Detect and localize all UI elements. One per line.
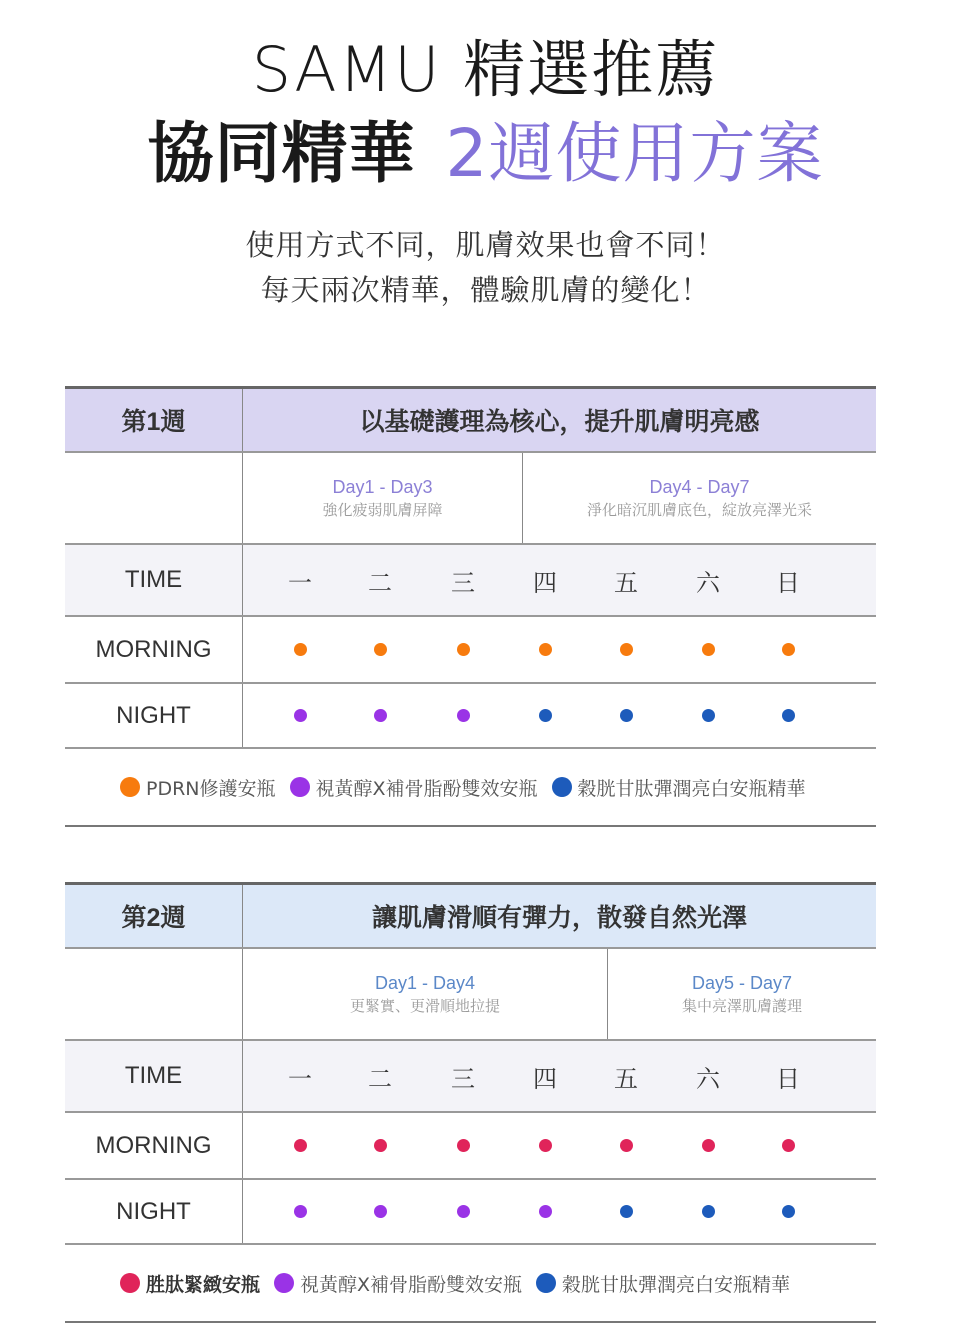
day-name <box>515 545 575 615</box>
week-label: 第2週 <box>65 885 243 947</box>
day-names <box>243 545 876 615</box>
night-cell <box>350 1180 410 1243</box>
week-header <box>65 386 876 453</box>
legend-dot-icon <box>120 1273 140 1293</box>
crimson-dot-icon <box>620 1139 633 1152</box>
legend-label: 胜肽緊緻安瓶 <box>146 1273 261 1296</box>
violet-dot-icon <box>374 1205 387 1218</box>
day-name-label: 日 <box>776 1064 800 1093</box>
day-names <box>243 1041 876 1111</box>
phase-1 <box>243 453 522 543</box>
night-dots <box>243 684 876 747</box>
tagline-line-2: 每天兩次精華，體驗肌膚的變化！ <box>260 273 711 307</box>
day-name-label: 五 <box>614 568 638 597</box>
legend-item <box>274 1270 522 1297</box>
day-name-label: 一 <box>288 1064 312 1093</box>
legend <box>65 1245 876 1323</box>
week-1-schedule <box>65 386 876 827</box>
night-cell <box>678 684 738 747</box>
night-cell <box>596 1180 656 1243</box>
day-name-label: 六 <box>696 1064 720 1093</box>
night-cell <box>758 1180 818 1243</box>
time-label: TIME <box>65 1041 243 1111</box>
day-name <box>433 1041 493 1111</box>
tagline-line-1: 使用方式不同，肌膚效果也會不同！ <box>245 228 726 262</box>
phase-row <box>65 949 876 1041</box>
legend-item <box>120 774 276 801</box>
blue-dot-icon <box>620 709 633 722</box>
crimson-dot-icon <box>457 1139 470 1152</box>
morning-cell <box>433 617 493 682</box>
morning-cell <box>515 617 575 682</box>
blue-dot-icon <box>782 1205 795 1218</box>
night-cell <box>433 684 493 747</box>
night-cell <box>515 684 575 747</box>
night-cell <box>678 1180 738 1243</box>
page-subtitle-heading <box>0 112 971 196</box>
orange-dot-icon <box>620 643 633 656</box>
phase-2 <box>607 949 876 1039</box>
night-label: NIGHT <box>65 684 243 747</box>
morning-cell <box>758 1113 818 1178</box>
legend <box>65 749 876 827</box>
night-dots <box>243 1180 876 1243</box>
day-name-label: 五 <box>614 1064 638 1093</box>
crimson-dot-icon <box>782 1139 795 1152</box>
morning-cell <box>596 1113 656 1178</box>
morning-dots <box>243 617 876 682</box>
day-name-label: 四 <box>533 568 557 597</box>
night-cell <box>433 1180 493 1243</box>
day-name <box>678 1041 738 1111</box>
day-name <box>350 545 410 615</box>
legend-label: 穀胱甘肽彈潤亮白安瓶精華 <box>562 1273 791 1296</box>
night-cell <box>270 684 330 747</box>
week-theme: 以基礎護理為核心，提升肌膚明亮感 <box>359 407 760 436</box>
day-name <box>270 545 330 615</box>
heading-accent: 2週使用方案 <box>445 115 824 192</box>
legend-item <box>120 1270 260 1297</box>
phase-row-label-empty <box>65 949 243 1039</box>
day-name <box>515 1041 575 1111</box>
legend-dot-icon <box>120 777 140 797</box>
morning-cell <box>758 617 818 682</box>
blue-dot-icon <box>702 709 715 722</box>
time-row <box>65 1041 876 1113</box>
day-name <box>678 545 738 615</box>
day-name-label: 日 <box>776 568 800 597</box>
phase-days: Day4 - Day7 <box>649 477 750 497</box>
crimson-dot-icon <box>374 1139 387 1152</box>
phase-days: Day1 - Day4 <box>374 973 476 993</box>
violet-dot-icon <box>374 709 387 722</box>
legend-dot-icon <box>536 1273 556 1293</box>
night-row <box>65 684 876 749</box>
time-row <box>65 545 876 617</box>
morning-dots <box>243 1113 876 1178</box>
phase-2 <box>522 453 876 543</box>
morning-cell <box>596 617 656 682</box>
legend-item <box>536 1270 790 1297</box>
week-header <box>65 882 876 949</box>
day-name <box>758 545 818 615</box>
violet-dot-icon <box>294 709 307 722</box>
day-name <box>270 1041 330 1111</box>
day-name-label: 二 <box>368 1064 392 1093</box>
legend-dot-icon <box>290 777 310 797</box>
legend-item <box>290 774 538 801</box>
phase-row-label-empty <box>65 453 243 543</box>
night-cell <box>350 684 410 747</box>
violet-dot-icon <box>539 1205 552 1218</box>
week-2-schedule <box>65 882 876 1323</box>
orange-dot-icon <box>457 643 470 656</box>
day-name <box>596 545 656 615</box>
morning-cell <box>433 1113 493 1178</box>
day-name-label: 三 <box>451 568 475 597</box>
day-name <box>596 1041 656 1111</box>
orange-dot-icon <box>294 643 307 656</box>
morning-cell <box>678 617 738 682</box>
phase-days: Day5 - Day7 <box>691 973 793 993</box>
time-label: TIME <box>65 545 243 615</box>
night-cell <box>758 684 818 747</box>
blue-dot-icon <box>782 709 795 722</box>
morning-label: MORNING <box>65 1113 243 1178</box>
phase-desc: 強化疲弱肌膚屏障 <box>322 501 443 519</box>
blue-dot-icon <box>539 709 552 722</box>
day-name-label: 四 <box>533 1064 557 1093</box>
legend-label: 穀胱甘肽彈潤亮白安瓶精華 <box>577 777 806 800</box>
blue-dot-icon <box>702 1205 715 1218</box>
night-cell <box>515 1180 575 1243</box>
night-cell <box>596 684 656 747</box>
night-label: NIGHT <box>65 1180 243 1243</box>
phase-desc: 集中亮澤肌膚護理 <box>681 997 802 1015</box>
legend-dot-icon <box>552 777 572 797</box>
day-name-label: 二 <box>368 568 392 597</box>
crimson-dot-icon <box>294 1139 307 1152</box>
morning-cell <box>678 1113 738 1178</box>
violet-dot-icon <box>457 1205 470 1218</box>
violet-dot-icon <box>457 709 470 722</box>
phase-row <box>65 453 876 545</box>
week-theme: 讓肌膚滑順有彈力，散發自然光澤 <box>371 903 747 932</box>
morning-cell <box>270 617 330 682</box>
crimson-dot-icon <box>702 1139 715 1152</box>
week-label: 第1週 <box>65 389 243 451</box>
legend-dot-icon <box>274 1273 294 1293</box>
morning-cell <box>350 1113 410 1178</box>
morning-cell <box>270 1113 330 1178</box>
legend-label: 視黃醇X補骨脂酚雙效安瓶 <box>315 777 538 800</box>
phase-cells <box>243 949 876 1039</box>
morning-cell <box>515 1113 575 1178</box>
phase-cells <box>243 453 876 543</box>
orange-dot-icon <box>374 643 387 656</box>
day-name-label: 六 <box>696 568 720 597</box>
orange-dot-icon <box>539 643 552 656</box>
night-row <box>65 1180 876 1245</box>
blue-dot-icon <box>620 1205 633 1218</box>
legend-label: PDRN修護安瓶 <box>146 777 276 800</box>
page-title: SAMU 精選推薦 <box>251 33 720 106</box>
phase-desc: 淨化暗沉肌膚底色，綻放亮澤光采 <box>586 501 812 519</box>
day-name <box>758 1041 818 1111</box>
orange-dot-icon <box>782 643 795 656</box>
phase-1 <box>243 949 607 1039</box>
morning-label: MORNING <box>65 617 243 682</box>
morning-cell <box>350 617 410 682</box>
legend-label: 視黃醇X補骨脂酚雙效安瓶 <box>300 1273 523 1296</box>
violet-dot-icon <box>294 1205 307 1218</box>
day-name <box>350 1041 410 1111</box>
phase-days: Day1 - Day3 <box>332 477 433 497</box>
heading-main: 協同精華 <box>147 115 416 192</box>
morning-row <box>65 617 876 684</box>
night-cell <box>270 1180 330 1243</box>
day-name-label: 三 <box>451 1064 475 1093</box>
crimson-dot-icon <box>539 1139 552 1152</box>
day-name <box>433 545 493 615</box>
legend-item <box>552 774 806 801</box>
phase-desc: 更緊實、更滑順地拉提 <box>349 997 500 1015</box>
morning-row <box>65 1113 876 1180</box>
orange-dot-icon <box>702 643 715 656</box>
day-name-label: 一 <box>288 568 312 597</box>
